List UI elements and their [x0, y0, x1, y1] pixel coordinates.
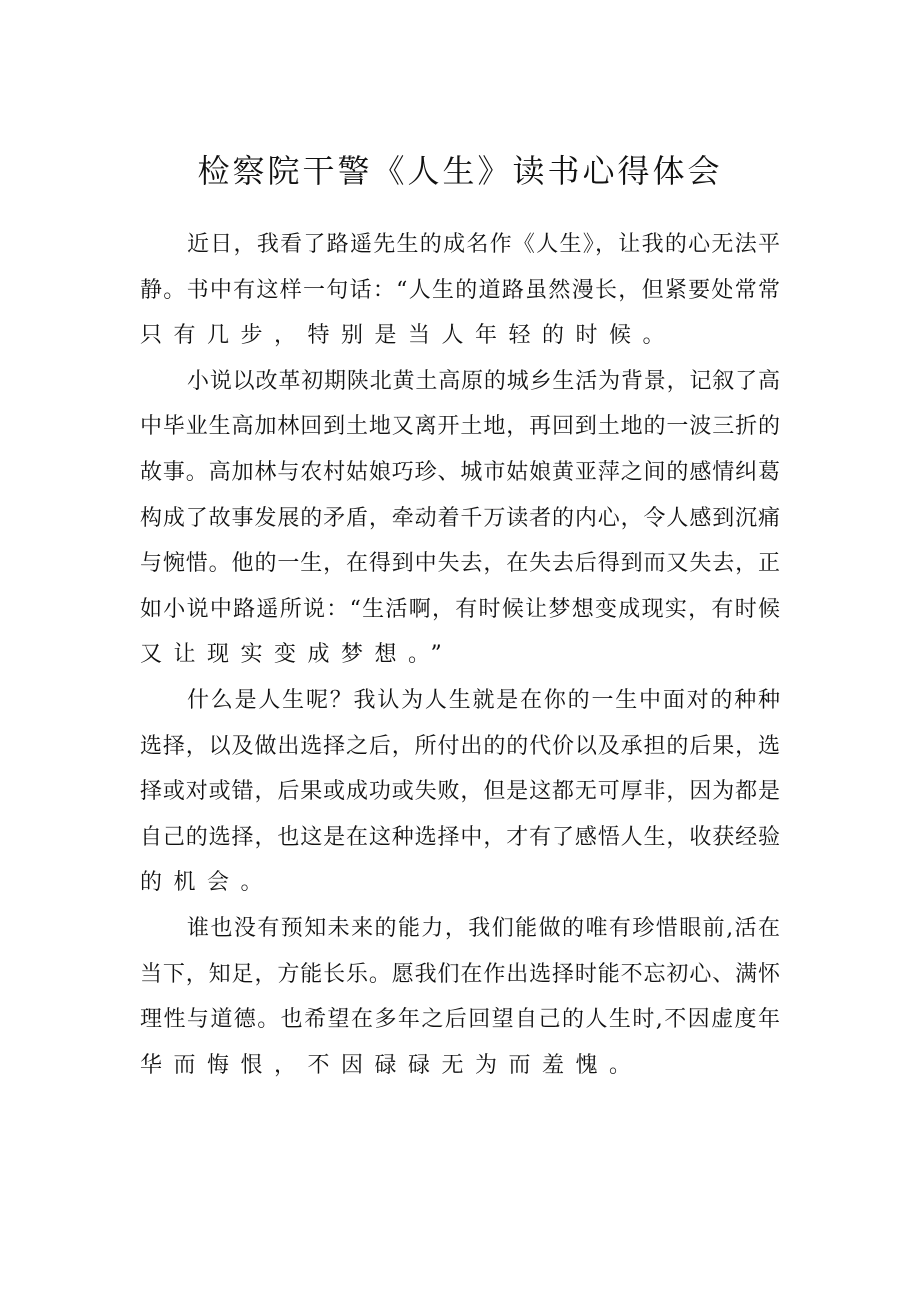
- paragraph-line: 故事。高加林与农村姑娘巧珍、城市姑娘黄亚萍之间的感情纠葛: [140, 459, 780, 485]
- paragraph-line: 什么是人生呢？我认为人生就是在你的一生中面对的种种: [187, 687, 780, 713]
- paragraph-line: 华而悔恨，不因碌碌无为而羞愧。: [140, 1052, 643, 1078]
- document-title: 检察院干警《人生》读书心得体会: [197, 152, 723, 190]
- paragraph-line: 又让现实变成梦想。”: [140, 642, 454, 668]
- paragraph-line: 近日，我看了路遥先生的成名作《人生》，让我的心无法平: [187, 232, 780, 257]
- paragraph-line: 的机会。: [140, 870, 275, 896]
- paragraph: [140, 359, 780, 678]
- paragraph-line: 中毕业生高加林回到土地又离开土地，再回到土地的一波三折的: [140, 414, 780, 440]
- paragraph-line: 与惋惜。他的一生，在得到中失去，在失去后得到而又失去，正: [140, 551, 780, 577]
- paragraph: [140, 222, 780, 359]
- document-body: [140, 222, 780, 1088]
- paragraph-line: 择或对或错，后果或成功或失败，但是这都无可厚非，因为都是: [140, 779, 780, 805]
- paragraph-line: 如小说中路遥所说：“生活啊，有时候让梦想变成现实，有时候: [140, 596, 780, 622]
- paragraph-line: 自己的选择，也这是在这种选择中，才有了感悟人生，收获经验: [140, 824, 780, 850]
- paragraph-line: 当下，知足，方能长乐。愿我们在作出选择时能不忘初心、满怀: [140, 961, 780, 987]
- paragraph-line: 理性与道德。也希望在多年之后回望自己的人生时,不因虚度年: [140, 1007, 780, 1033]
- paragraph: [140, 678, 780, 906]
- paragraph-line: 小说以改革初期陕北黄土高原的城乡生活为背景，记叙了高: [187, 368, 780, 394]
- paragraph-line: 只有几步，特别是当人年轻的时候。: [140, 323, 677, 349]
- paragraph-line: 选择，以及做出选择之后，所付出的的代价以及承担的后果，选: [140, 733, 780, 759]
- paragraph-line: 构成了故事发展的矛盾，牵动着千万读者的内心，令人感到沉痛: [140, 505, 780, 531]
- paragraph-line: 谁也没有预知未来的能力，我们能做的唯有珍惜眼前,活在: [187, 915, 780, 941]
- paragraph: [140, 906, 780, 1088]
- paragraph-line: 静。书中有这样一句话：“人生的道路虽然漫长，但紧要处常常: [140, 277, 780, 303]
